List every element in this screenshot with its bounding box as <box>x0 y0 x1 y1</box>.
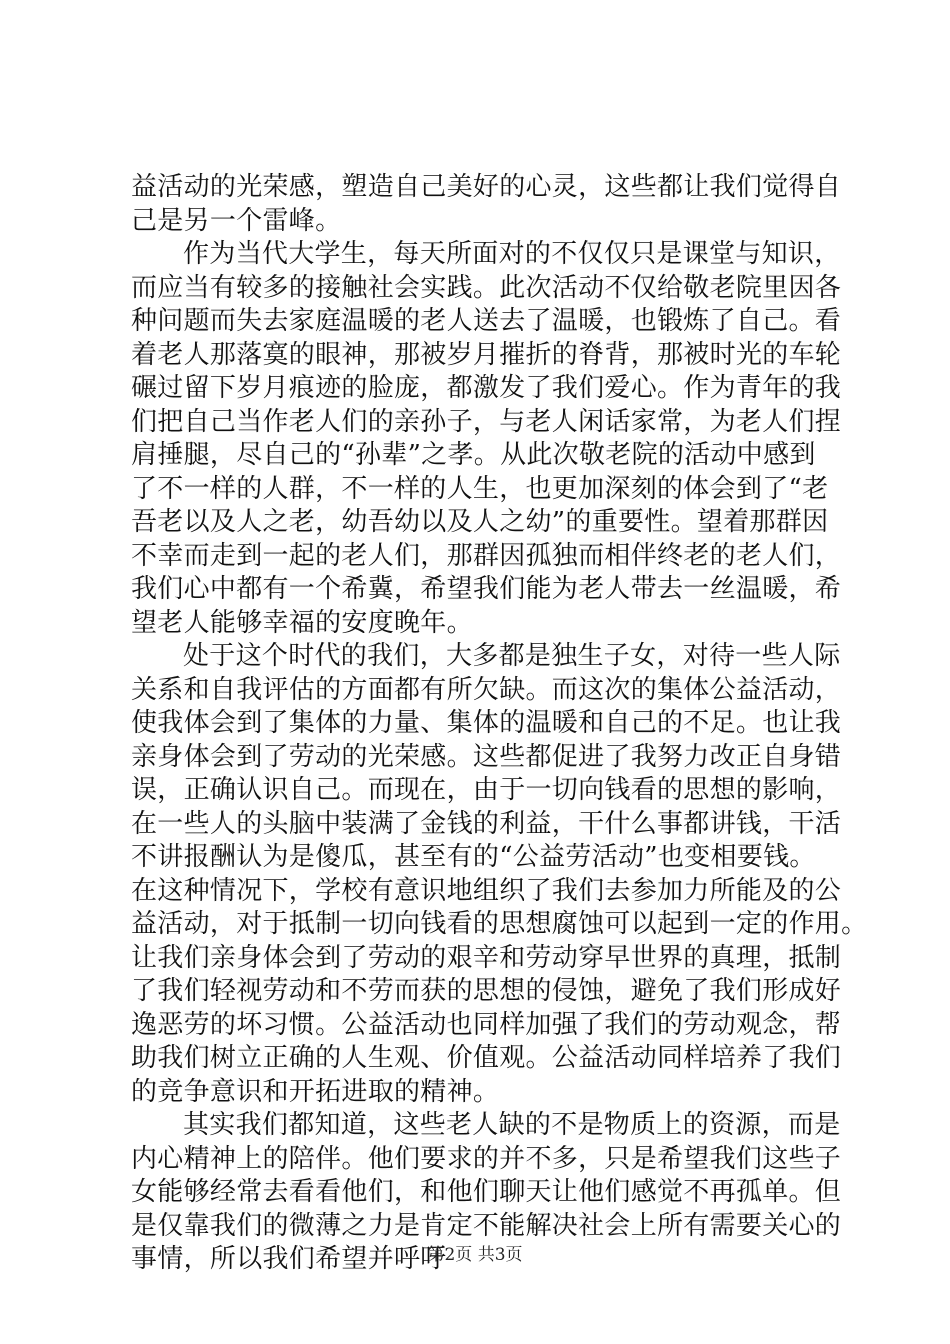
text-line: 不幸而走到一起的老人们，那群因孤独而相伴终老的老人们， <box>131 540 842 571</box>
text-line: 了我们轻视劳动和不劳而获的思想的侵蚀，避免了我们形成好 <box>131 976 842 1006</box>
text-line: 益活动，对于抵制一切向钱看的思想腐蚀可以起到一定的作用。 <box>131 909 868 939</box>
text-line: 着老人那落寞的眼神，那被岁月摧折的脊背，那被时光的车轮 <box>131 339 842 370</box>
body-text <box>131 171 868 1277</box>
paragraph-first-line: 作为当代大学生，每天所面对的不仅仅只是课堂与知识， <box>183 239 841 269</box>
text-line: 是仅靠我们的微薄之力是肯定不能解决社会上所有需要关心的 <box>131 1210 842 1241</box>
text-line: 种问题而失去家庭温暖的老人送去了温暖，也锻炼了自己。看 <box>131 306 842 336</box>
text-line: 关系和自我评估的方面都有所欠缺。而这次的集体公益活动， <box>131 674 842 705</box>
text-line: 益活动的光荣感，塑造自己美好的心灵，这些都让我们觉得自 <box>131 172 842 202</box>
text-line: 们把自己当作老人们的亲孙子，与老人闲话家常，为老人们捏 <box>131 406 842 437</box>
text-line: 亲身体会到了劳动的光荣感。这些都促进了我努力改正自身错 <box>131 741 842 772</box>
text-line: 我们心中都有一个希冀，希望我们能为老人带去一丝温暖，希 <box>131 574 842 604</box>
text-line: 不讲报酬认为是傻瓜，甚至有的“公益劳活动”也变相要钱。 <box>131 842 816 872</box>
text-line: 碾过留下岁月痕迹的脸庞，都激发了我们爱心。作为青年的我 <box>131 373 842 403</box>
text-line: 助我们树立正确的人生观、价值观。公益活动同样培养了我们 <box>131 1043 842 1073</box>
text-line: 的竞争意识和开拓进取的精神。 <box>131 1076 500 1107</box>
paragraph-first-line: 处于这个时代的我们，大多都是独生子女，对待一些人际 <box>183 641 841 671</box>
text-line: 让我们亲身体会到了劳动的艰辛和劳动穿早世界的真理，抵制 <box>131 942 842 973</box>
text-line: 内心精神上的陪伴。他们要求的并不多，只是希望我们这些子 <box>131 1143 842 1174</box>
text-line: 了不一样的人群，不一样的人生，也更加深刻的体会到了“老 <box>131 473 829 504</box>
text-line: 吾老以及人之老，幼吾幼以及人之幼”的重要性。望着那群因 <box>131 507 829 537</box>
text-line: 逸恶劳的坏习惯。公益活动也同样加强了我们的劳动观念，帮 <box>131 1009 842 1040</box>
text-line: 在一些人的头脑中装满了金钱的利益，干什么事都讲钱，干活 <box>131 808 842 839</box>
text-line: 女能够经常去看看他们，和他们聊天让他们感觉不再孤单。但 <box>131 1177 842 1207</box>
text-line: 而应当有较多的接触社会实践。此次活动不仅给敬老院里因各 <box>131 272 842 303</box>
text-line: 在这种情况下，学校有意识地组织了我们去参加力所能及的公 <box>131 875 842 906</box>
text-line: 己是另一个雷峰。 <box>131 205 342 236</box>
text-line: 使我体会到了集体的力量、集体的温暖和自己的不足。也让我 <box>131 708 842 738</box>
paragraph-first-line: 其实我们都知道，这些老人缺的不是物质上的资源，而是 <box>183 1110 841 1140</box>
text-line: 望老人能够幸福的安度晚年。 <box>131 607 473 638</box>
text-line: 误，正确认识自己。而现在，由于一切向钱看的思想的影响， <box>131 775 842 805</box>
text-line: 事情，所以我们希望并呼吁 <box>131 1244 447 1274</box>
page-footer: 第2页 共3页 <box>427 1245 523 1265</box>
text-line: 肩捶腿，尽自己的“孙辈”之孝。从此次敬老院的活动中感到 <box>131 440 816 470</box>
